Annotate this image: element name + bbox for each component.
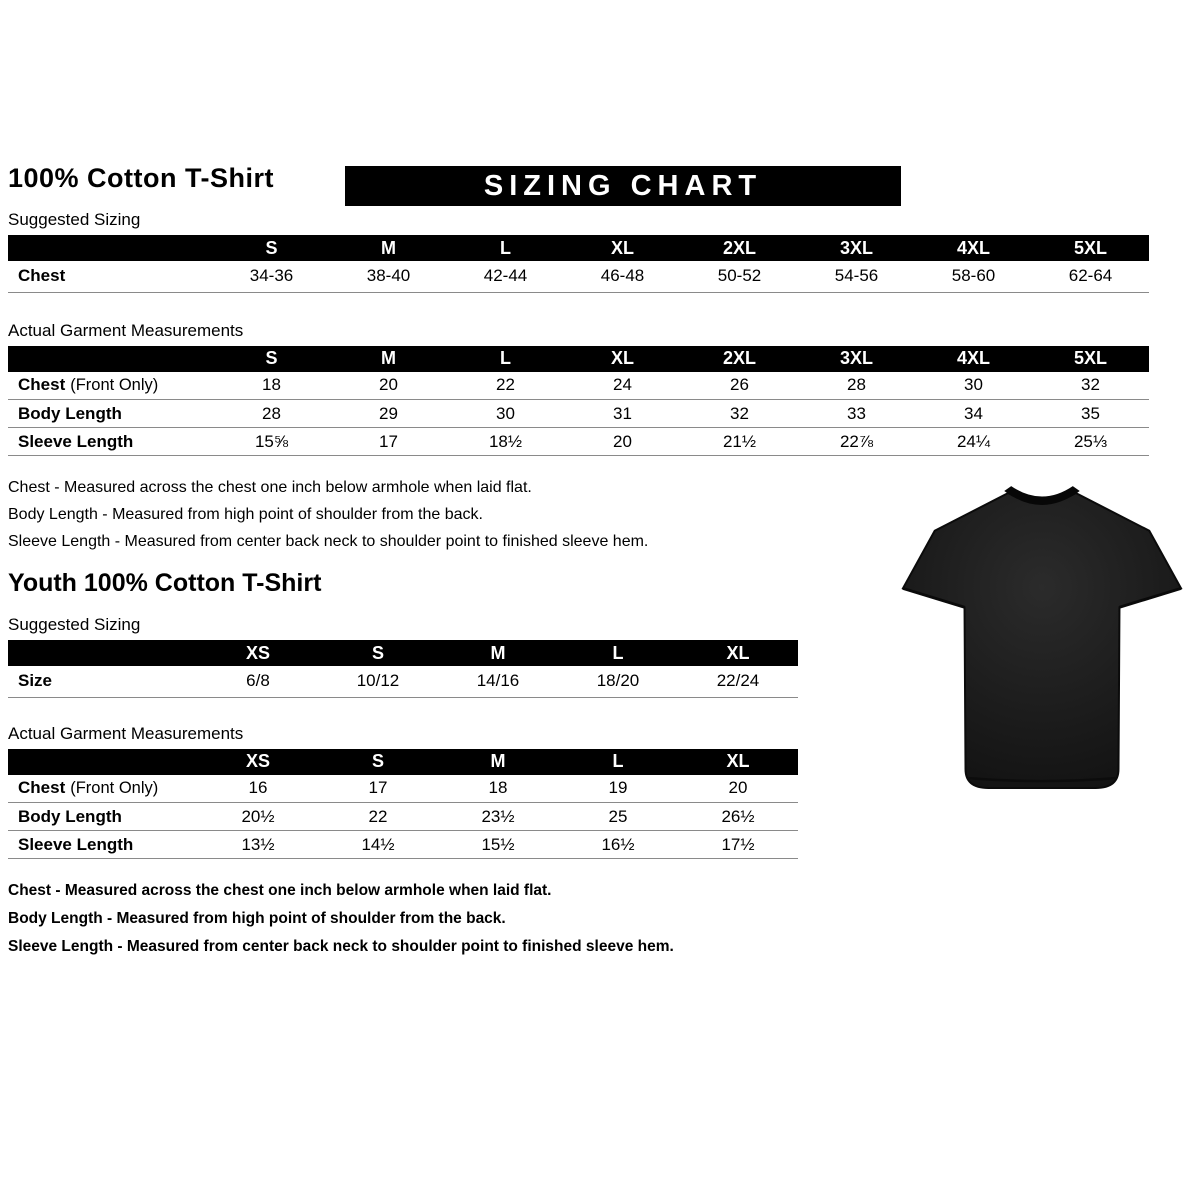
measurement-cell: 18/20 <box>596 671 640 691</box>
measurement-cell: 23½ <box>481 806 515 826</box>
measurement-cell: 16½ <box>601 834 635 854</box>
measurement-cell: 14½ <box>361 834 395 854</box>
measurement-cell: 10/12 <box>356 671 400 691</box>
measurement-cell: 14/16 <box>476 671 520 691</box>
size-header-row <box>8 346 1149 372</box>
size-header: XL <box>678 749 798 775</box>
measurement-cell: 15½ <box>481 834 515 854</box>
measurement-cell: 50-52 <box>717 266 762 286</box>
size-header: 5XL <box>1032 235 1149 261</box>
measurement-cell: 34-36 <box>249 266 294 286</box>
table-row <box>8 400 1149 428</box>
size-header: XL <box>564 346 681 372</box>
measurement-cell: 33 <box>847 403 866 423</box>
size-header: 2XL <box>681 346 798 372</box>
black-tshirt-graphic <box>893 472 1191 820</box>
size-header: L <box>447 235 564 261</box>
youth-actual-measurements-label: Actual Garment Measurements <box>8 723 244 743</box>
sizing-chart-banner: SIZING CHART <box>345 166 901 206</box>
note-line: Sleeve Length - Measured from center back neck to shoulder point to finished sleeve hem. <box>8 938 674 955</box>
measurement-cell: 62-64 <box>1068 266 1113 286</box>
note-line: Body Length - Measured from high point of shoulder from the back. <box>8 910 506 927</box>
measurement-cell: 16 <box>248 778 268 798</box>
measurement-cell: 20 <box>728 778 748 798</box>
note-line: Chest - Measured across the chest one inch below armhole when laid flat. <box>8 882 552 899</box>
table-row <box>8 775 798 803</box>
measurement-cell: 22 <box>368 806 388 826</box>
size-header: M <box>438 749 558 775</box>
youth-measurement-notes <box>8 877 1153 961</box>
empty-header-cell <box>8 346 213 372</box>
measurement-cell: 38-40 <box>366 266 411 286</box>
table-row <box>8 666 798 697</box>
table-row <box>8 261 1149 292</box>
empty-header-cell <box>8 235 213 261</box>
size-header: 3XL <box>798 346 915 372</box>
youth-suggested-sizing-label: Suggested Sizing <box>8 615 141 634</box>
note-line: Chest - Measured across the chest one inch below armhole when laid flat. <box>8 479 532 496</box>
size-header: 4XL <box>915 235 1032 261</box>
measurement-cell: 20½ <box>241 806 275 826</box>
note-line: Body Length - Measured from high point of shoulder from the back. <box>8 506 483 523</box>
size-header: 2XL <box>681 235 798 261</box>
measurement-cell: 30 <box>964 375 983 395</box>
row-label: Chest <box>18 266 66 286</box>
measurement-cell: 17 <box>379 431 398 451</box>
measurement-cell: 24¼ <box>956 431 991 451</box>
measurement-cell: 32 <box>1081 375 1100 395</box>
measurement-cell: 46-48 <box>600 266 645 286</box>
measurement-cell: 25⅓ <box>1073 431 1108 451</box>
size-header: S <box>318 640 438 666</box>
row-label: Sleeve Length <box>18 431 134 451</box>
measurement-cell: 54-56 <box>834 266 879 286</box>
measurement-cell: 22⅞ <box>839 431 874 451</box>
size-header: 3XL <box>798 235 915 261</box>
measurement-cell: 13½ <box>241 834 275 854</box>
measurement-cell: 18 <box>488 778 508 798</box>
adult-suggested-sizing-table <box>8 235 1149 293</box>
row-label: Sleeve Length <box>18 834 134 854</box>
size-header: L <box>447 346 564 372</box>
measurement-cell: 26 <box>730 375 749 395</box>
size-header: S <box>213 235 330 261</box>
measurement-cell: 28 <box>262 403 281 423</box>
size-header: XL <box>678 640 798 666</box>
size-header-row <box>8 640 798 666</box>
size-header: L <box>558 640 678 666</box>
measurement-cell: 42-44 <box>483 266 528 286</box>
measurement-cell: 25 <box>608 806 628 826</box>
measurement-cell: 20 <box>613 431 632 451</box>
youth-section-title: Youth 100% Cotton T-Shirt <box>8 569 322 597</box>
measurement-cell: 19 <box>608 778 628 798</box>
measurement-cell: 22/24 <box>716 671 760 691</box>
measurement-cell: 32 <box>730 403 749 423</box>
measurement-cell: 24 <box>613 375 632 395</box>
row-label: Chest (Front Only) <box>18 778 159 798</box>
row-label: Body Length <box>18 806 122 826</box>
size-header: XL <box>564 235 681 261</box>
measurement-cell: 30 <box>496 403 515 423</box>
table-row <box>8 372 1149 400</box>
measurement-cell: 22 <box>496 375 515 395</box>
row-label: Chest (Front Only) <box>18 375 159 395</box>
empty-header-cell <box>8 749 198 775</box>
size-header: M <box>438 640 558 666</box>
row-label: Size <box>18 671 53 691</box>
size-header-row <box>8 235 1149 261</box>
size-header: XS <box>198 749 318 775</box>
measurement-cell: 18½ <box>488 431 523 451</box>
measurement-cell: 18 <box>262 375 281 395</box>
size-header: 5XL <box>1032 346 1149 372</box>
size-header: XS <box>198 640 318 666</box>
tshirt-photo <box>893 472 1191 820</box>
size-header: L <box>558 749 678 775</box>
measurement-cell: 6/8 <box>246 671 270 691</box>
page-title: 100% Cotton T-Shirt <box>8 163 275 193</box>
measurement-cell: 31 <box>613 403 632 423</box>
measurement-cell: 29 <box>379 403 398 423</box>
measurement-cell: 15⅝ <box>254 431 289 451</box>
measurement-cell: 26½ <box>721 806 755 826</box>
size-header: 4XL <box>915 346 1032 372</box>
measurement-cell: 17 <box>368 778 388 798</box>
size-header-row <box>8 749 798 775</box>
measurement-cell: 20 <box>379 375 398 395</box>
note-line: Sleeve Length - Measured from center back neck to shoulder point to finished sleeve hem. <box>8 533 649 550</box>
measurement-cell: 17½ <box>721 834 755 854</box>
table-row <box>8 803 798 831</box>
size-header: S <box>318 749 438 775</box>
adult-actual-measurements-label: Actual Garment Measurements <box>8 320 244 340</box>
measurement-cell: 28 <box>847 375 866 395</box>
table-row <box>8 831 798 859</box>
measurement-cell: 58-60 <box>951 266 996 286</box>
adult-suggested-sizing-label: Suggested Sizing <box>8 210 141 229</box>
size-header: S <box>213 346 330 372</box>
empty-header-cell <box>8 640 198 666</box>
measurement-cell: 35 <box>1081 403 1100 423</box>
size-header: M <box>330 346 447 372</box>
measurement-cell: 34 <box>964 403 983 423</box>
youth-actual-measurements-table <box>8 749 798 860</box>
size-header: M <box>330 235 447 261</box>
adult-actual-measurements-table <box>8 346 1149 457</box>
table-row <box>8 428 1149 456</box>
measurement-cell: 21½ <box>722 431 757 451</box>
row-label: Body Length <box>18 403 122 423</box>
youth-suggested-sizing-table <box>8 640 798 698</box>
